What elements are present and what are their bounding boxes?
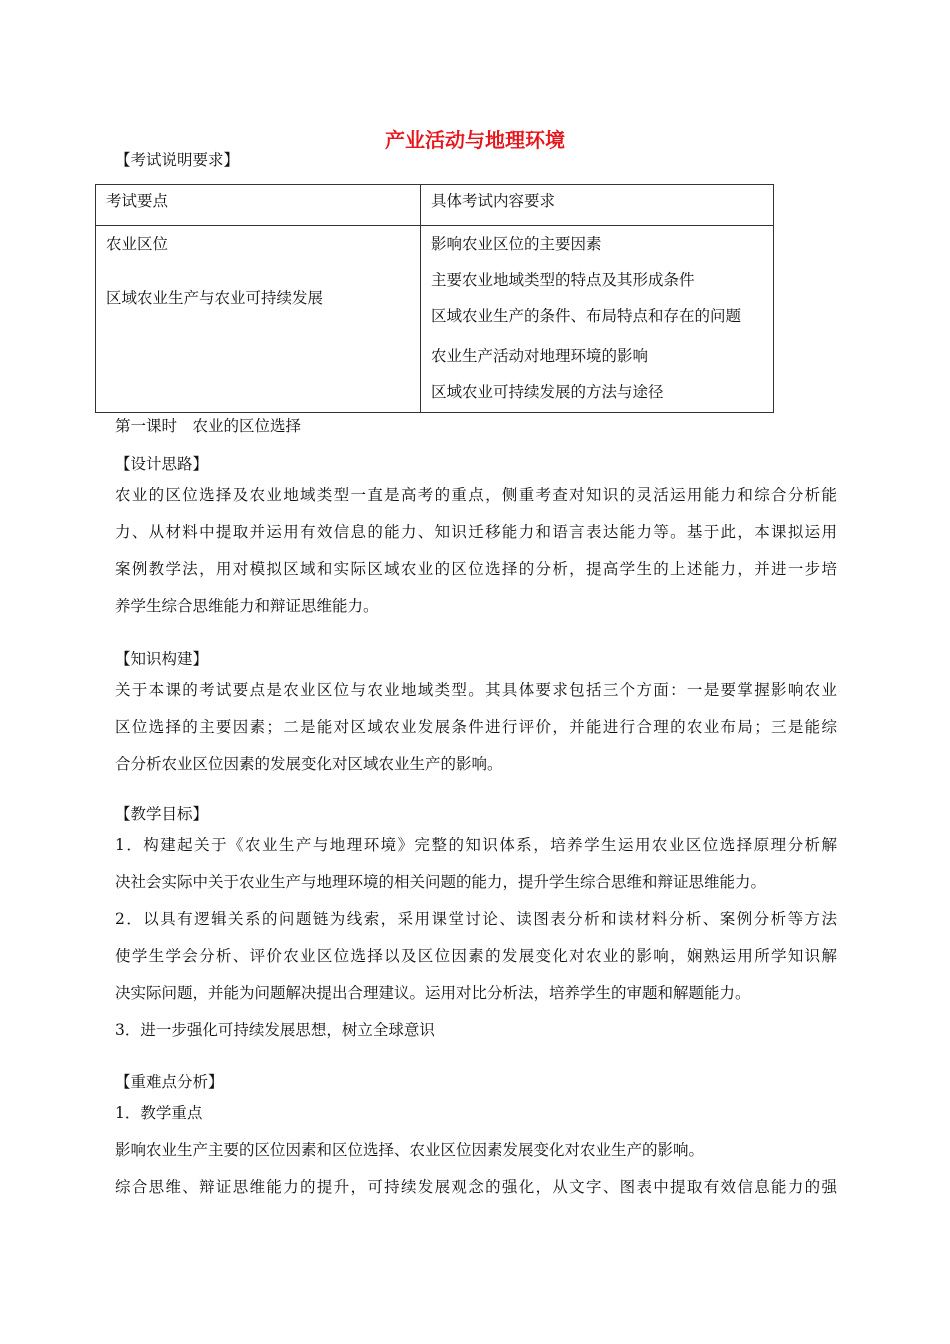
text-line: 3．进一步强化可持续发展思想，树立全球意识 xyxy=(115,1021,435,1039)
text-line: 决社会实际中关于农业生产与地理环境的相关问题的能力，提升学生综合思维和辩证思维能力。 xyxy=(115,873,767,891)
text-line: 区位选择的主要因素；二是能对区域农业发展条件进行评价，并能进行合理的农业布局；三是能综 xyxy=(115,718,837,736)
difficulty-paragraph xyxy=(115,1095,837,1206)
table-right-item: 区域农业可持续发展的方法与途径 xyxy=(431,383,664,401)
table-left-item: 区域农业生产与农业可持续发展 xyxy=(106,289,324,307)
lesson-title: 第一课时 农业的区位选择 xyxy=(115,417,302,435)
goals-paragraph xyxy=(115,827,837,1049)
exam-section-heading: 【考试说明要求】 xyxy=(115,151,240,169)
table-right-item: 影响农业区位的主要因素 xyxy=(431,235,602,253)
table-header-content: 具体考试内容要求 xyxy=(421,185,774,226)
table-right-item: 农业生产活动对地理环境的影响 xyxy=(431,347,649,365)
page-title: 产业活动与地理环境 xyxy=(385,128,565,152)
difficulty-heading: 【重难点分析】 xyxy=(115,1073,224,1091)
table-left-item: 农业区位 xyxy=(106,235,169,253)
text-line: 力、从材料中提取并运用有效信息的能力、知识迁移能力和语言表达能力等。基于此，本课拟运用 xyxy=(115,523,837,541)
design-heading: 【设计思路】 xyxy=(115,455,209,473)
text-line: 养学生综合思维能力和辩证思维能力。 xyxy=(115,597,379,615)
text-line: 影响农业生产主要的区位因素和区位选择、农业区位因素发展变化对农业生产的影响。 xyxy=(115,1141,705,1159)
table-header-row xyxy=(96,185,774,226)
table-right-item: 主要农业地域类型的特点及其形成条件 xyxy=(431,271,695,289)
design-paragraph xyxy=(115,477,837,625)
text-line: 综合思维、辩证思维能力的提升，可持续发展观念的强化，从文字、图表中提取有效信息能力的强 xyxy=(115,1178,837,1196)
knowledge-heading: 【知识构建】 xyxy=(115,650,209,668)
text-line: 案例教学法，用对模拟区域和实际区域农业的区位选择的分析，提高学生的上述能力，并进一步培 xyxy=(115,560,837,578)
table-right-item: 区域农业生产的条件、布局特点和存在的问题 xyxy=(431,307,742,325)
text-line: 农业的区位选择及农业地域类型一直是高考的重点，侧重考查对知识的灵活运用能力和综合分析能 xyxy=(115,486,837,504)
text-line: 使学生学会分析、评价农业区位选择以及区位因素的发展变化对农业的影响，娴熟运用所学知识解 xyxy=(115,947,837,965)
text-line: 1．教学重点 xyxy=(115,1104,203,1122)
text-line: 2．以具有逻辑关系的问题链为线索，采用课堂讨论、读图表分析和读材料分析、案例分析等方法 xyxy=(115,910,837,928)
text-line: 合分析农业区位因素的发展变化对区域农业生产的影响。 xyxy=(115,755,503,773)
table-right-cell xyxy=(421,226,774,413)
text-line: 关于本课的考试要点是农业区位与农业地域类型。其具体要求包括三个方面：一是要掌握影响农业 xyxy=(115,681,837,699)
text-line: 1．构建起关于《农业生产与地理环境》完整的知识体系，培养学生运用农业区位选择原理分析解 xyxy=(115,836,837,854)
table-left-cell xyxy=(96,226,421,413)
table-header-points: 考试要点 xyxy=(96,185,421,226)
text-line: 决实际问题，并能为问题解决提出合理建议。运用对比分析法，培养学生的审题和解题能力。 xyxy=(115,984,751,1002)
goals-heading: 【教学目标】 xyxy=(115,805,209,823)
exam-requirements-table xyxy=(95,184,774,413)
knowledge-paragraph xyxy=(115,672,837,783)
table-row xyxy=(96,226,774,413)
